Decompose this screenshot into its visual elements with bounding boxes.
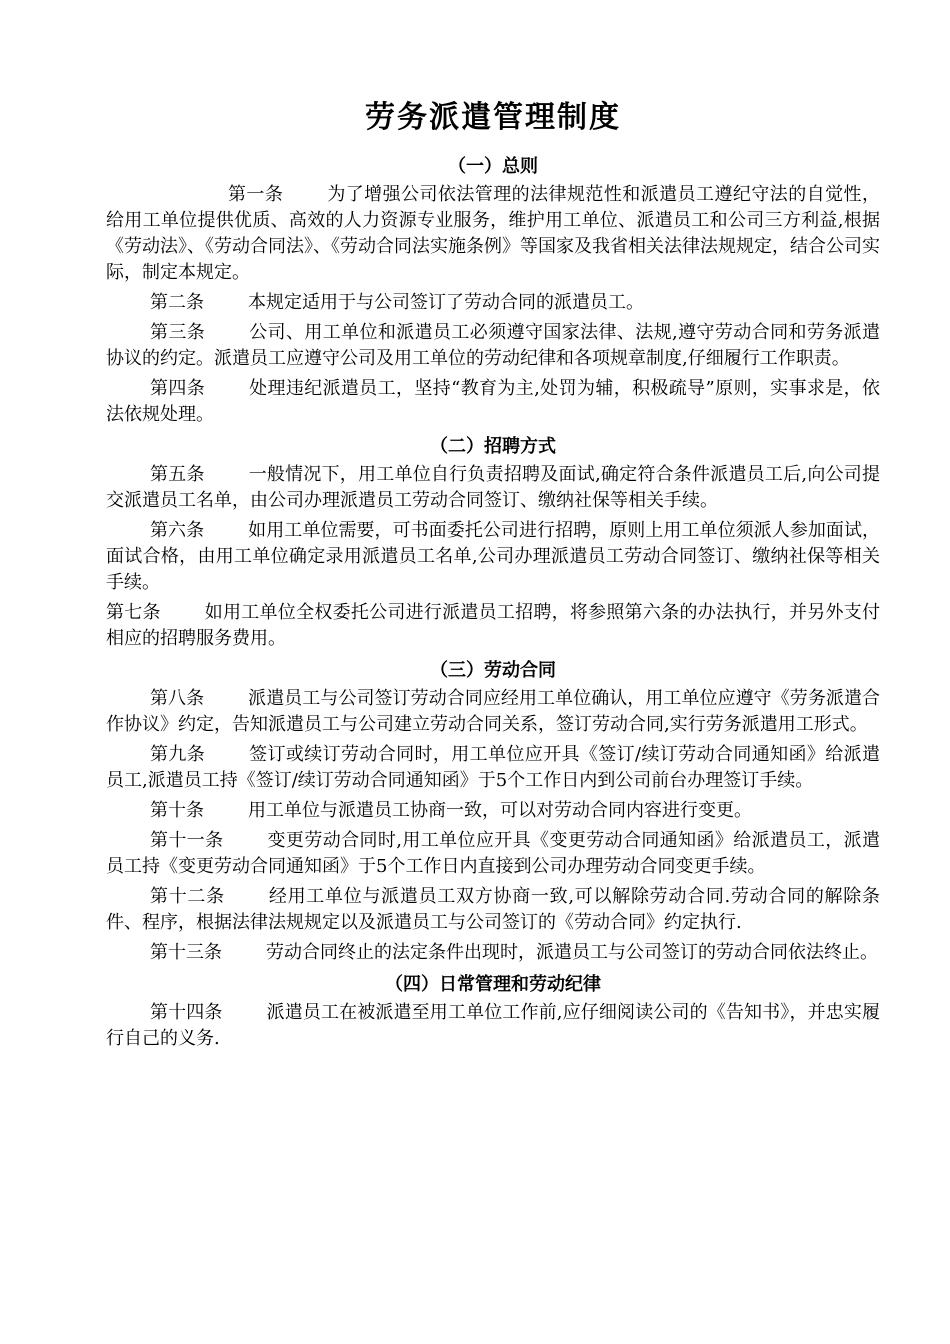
article-text: 劳动合同终止的法定条件出现时，派遣员工与公司签订的劳动合同依法终止。 xyxy=(266,942,878,963)
article-9 xyxy=(106,742,880,794)
article-text: 如用工单位全权委托公司进行派遣员工招聘，将参照第六条的办法执行，并另外支付相应的招聘服务费用。 xyxy=(106,602,881,649)
section-heading: （三）劳动合同 xyxy=(430,660,556,681)
article-number: 第四条 xyxy=(150,378,206,399)
article-8 xyxy=(106,686,880,738)
article-text: 派遣员工在被派遣至用工单位工作前,应仔细阅读公司的《告知书》，并忠实履行自己的义务. xyxy=(106,1002,881,1049)
article-text: 本规定适用于与公司签订了劳动合同的派遣员工。 xyxy=(248,292,644,313)
article-number: 第一条 xyxy=(228,184,284,205)
article-number: 第九条 xyxy=(150,744,206,765)
article-6 xyxy=(106,518,880,596)
article-number: 第六条 xyxy=(150,520,205,541)
article-text: 一般情况下，用工单位自行负责招聘及面试,确定符合条件派遣员工后,向公司提交派遣员工名单，由公司办理派遣员工劳动合同签订、缴纳社保等相关手续。 xyxy=(106,464,880,511)
article-number: 第五条 xyxy=(150,464,205,485)
article-text: 经用工单位与派遣员工双方协商一致,可以解除劳动合同.劳动合同的解除条件、程序，根据法律法规规定以及派遣员工与公司签订的《劳动合同》约定执行. xyxy=(106,886,880,933)
article-text: 处理违纪派遣员工，坚持“教育为主,处罚为辅，积极疏导”原则，实事求是，依法依规处理。 xyxy=(106,378,881,425)
article-number: 第十一条 xyxy=(150,830,224,851)
article-text: 派遣员工与公司签订劳动合同应经用工单位确认，用工单位应遵守《劳务派遣合作协议》约定，告知派遣员工与公司建立劳动合同关系，签订劳动合同,实行劳务派遣用工形式。 xyxy=(106,688,881,735)
article-number: 第三条 xyxy=(150,322,206,343)
article-1 xyxy=(106,182,880,286)
article-number: 第八条 xyxy=(150,688,205,709)
article-4 xyxy=(106,376,880,428)
article-text: 公司、用工单位和派遣员工必须遵守国家法律、法规,遵守劳动合同和劳务派遣协议的约定。派遣员工应遵守公司及用工单位的劳动纪律和各项规章制度,仔细履行工作职责。 xyxy=(106,322,881,369)
article-text: 变更劳动合同时,用工单位应开具《变更劳动合同通知函》给派遣员工，派遣员工持《变更劳动合同通知函》于5个工作日内直接到公司办理劳动合同变更手续。 xyxy=(106,830,881,877)
section-heading: （四）日常管理和劳动纪律 xyxy=(385,974,601,995)
article-14 xyxy=(106,1000,880,1052)
article-text: 用工单位与派遣员工协商一致，可以对劳动合同内容进行变更。 xyxy=(248,800,752,821)
article-text: 如用工单位需要，可书面委托公司进行招聘，原则上用工单位须派人参加面试，面试合格，由用工单位确定录用派遣员工名单,公司办理派遣员工劳动合同签订、缴纳社保等相关手续。 xyxy=(106,520,881,593)
article-10 xyxy=(106,798,880,824)
article-number: 第十二条 xyxy=(150,886,225,907)
article-5 xyxy=(106,462,880,514)
article-13 xyxy=(106,940,880,966)
article-text: 签订或续订劳动合同时，用工单位应开具《签订/续订劳动合同通知函》给派遣员工,派遣员工持《签订/续订劳动合同通知函》于5个工作日内到公司前台办理签订手续。 xyxy=(106,744,881,791)
article-11 xyxy=(106,828,880,880)
document-title: 劳务派遣管理制度 xyxy=(365,100,621,135)
article-text: 为了增强公司依法管理的法律规范性和派遣员工遵纪守法的自觉性，给用工单位提供优质、高效的人力资源专业服务，维护用工单位、派遣员工和公司三方利益,根据《劳动法》、《劳动合同法》、《劳动合同法实施条例》等国家及我省相关法律法规规定，结合公司实际，制定本规定。 xyxy=(106,184,880,283)
article-number: 第二条 xyxy=(150,292,204,313)
article-3 xyxy=(106,320,880,372)
section-heading: （二）招聘方式 xyxy=(430,436,556,457)
article-7 xyxy=(106,600,880,652)
article-12 xyxy=(106,884,880,936)
article-number: 第十四条 xyxy=(150,1002,223,1023)
article-number: 第十三条 xyxy=(150,942,222,963)
article-number: 第七条 xyxy=(106,602,161,623)
article-number: 第十条 xyxy=(150,800,204,821)
section-heading: （一）总则 xyxy=(448,156,538,177)
article-2 xyxy=(106,290,880,316)
